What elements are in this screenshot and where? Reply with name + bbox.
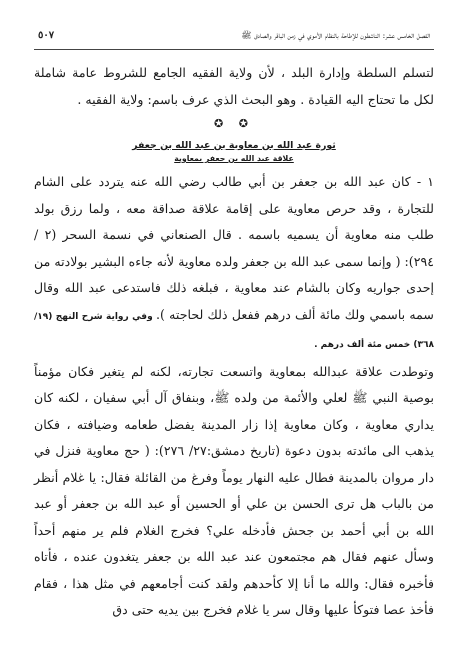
section-title: ثورة عبد الله بن معاوية بن عبد الله بن جعفر (132, 140, 336, 151)
opening-paragraph: لتسلم السلطة وإدارة البلد ، لأن ولاية الفقيه الجامع للشروط عامة شاملة لكل ما تحتاج اليه القيادة . وهو البحث الذي عرف باسم: ولاية الفقيه . (34, 65, 434, 107)
running-title: الفصل الخامس عشر: الناشطون للإطاحة بالنظام الأموي في زمن الباقر والصادق ﷺ (241, 30, 430, 40)
paragraph-1-note: وفي رواية شرح النهج (١٩/ ٣٦٨) خمس مئة ألف درهم . (34, 311, 434, 350)
paragraph-1-text: ١ - كان عبد الله بن جعفر بن أبي طالب رضي الله عنه يتردد على الشام للتجارة ، وقد حرص معاوية على إقامة علاقة صداقة معه ، ولما رزق بولد طلب منه معاوية أن يسميه باسمه . قال الصنعاني في نسمة السحر (٢ / ٢٩٤): ( وإنما سمى عبد الله بن جعفر ولده معاوية لأنه جاءه البشير بولادته من إحدى جواريه وكان بالشام عند معاوية ، فبلغه ذلك فاستدعى عبد الله وقال سمه باسمي ولك مائة ألف درهم ففعل ذلك لحاجته ). (34, 174, 434, 322)
running-header (34, 30, 434, 50)
page-number: ٥٠٧ (38, 30, 55, 41)
paragraph-2: وتوطدت علاقة عبدالله بمعاوية واتسعت تجارته، لكنه لم يتغير فكان مؤمناً بوصية النبي ﷺ لعلي والأئمة من ولده ﷺ، وبنفاق آل أبي سفيان ، لكنه كان يداري معاوية ، وكان معاوية إذا زار المدينة يفضل طعامه وضيافته ، فكان يذهب الى مائدته بدون دعوة (تاريخ دمشق:٢٧/ ٢٧٦): ( حج معاوية فنزل في دار مروان بالمدينة فطال عليه النهار يوماً وفرغ من القائلة فقال: يا غلام أنظر من بالباب هل ترى الحسن بن علي أو الحسين أو عبد الله بن جعفر أو عبد الله بن أبي أحمد بن جحش فأدخله علي؟ فخرج الغلام فلم ير منهم أحداً وسأل عنهم فقال هم مجتمعون عند عبد الله بن جعفر يتغدون عنده ، فأتاه فأخبره فقال: والله ما أنا إلا كأحدهم ولقد كنت أجامعهم في مثل هذا ، فقام فأخذ عصا فتوكأ عليها وقال سر يا غلام فخرج بين يديه حتى دق (34, 363, 435, 617)
section-subtitle: علاقة عبد الله بن جعفر بمعاوية (174, 154, 294, 163)
section-ornament: ✪ ✪ (214, 117, 254, 130)
paragraph-1 (34, 169, 434, 359)
